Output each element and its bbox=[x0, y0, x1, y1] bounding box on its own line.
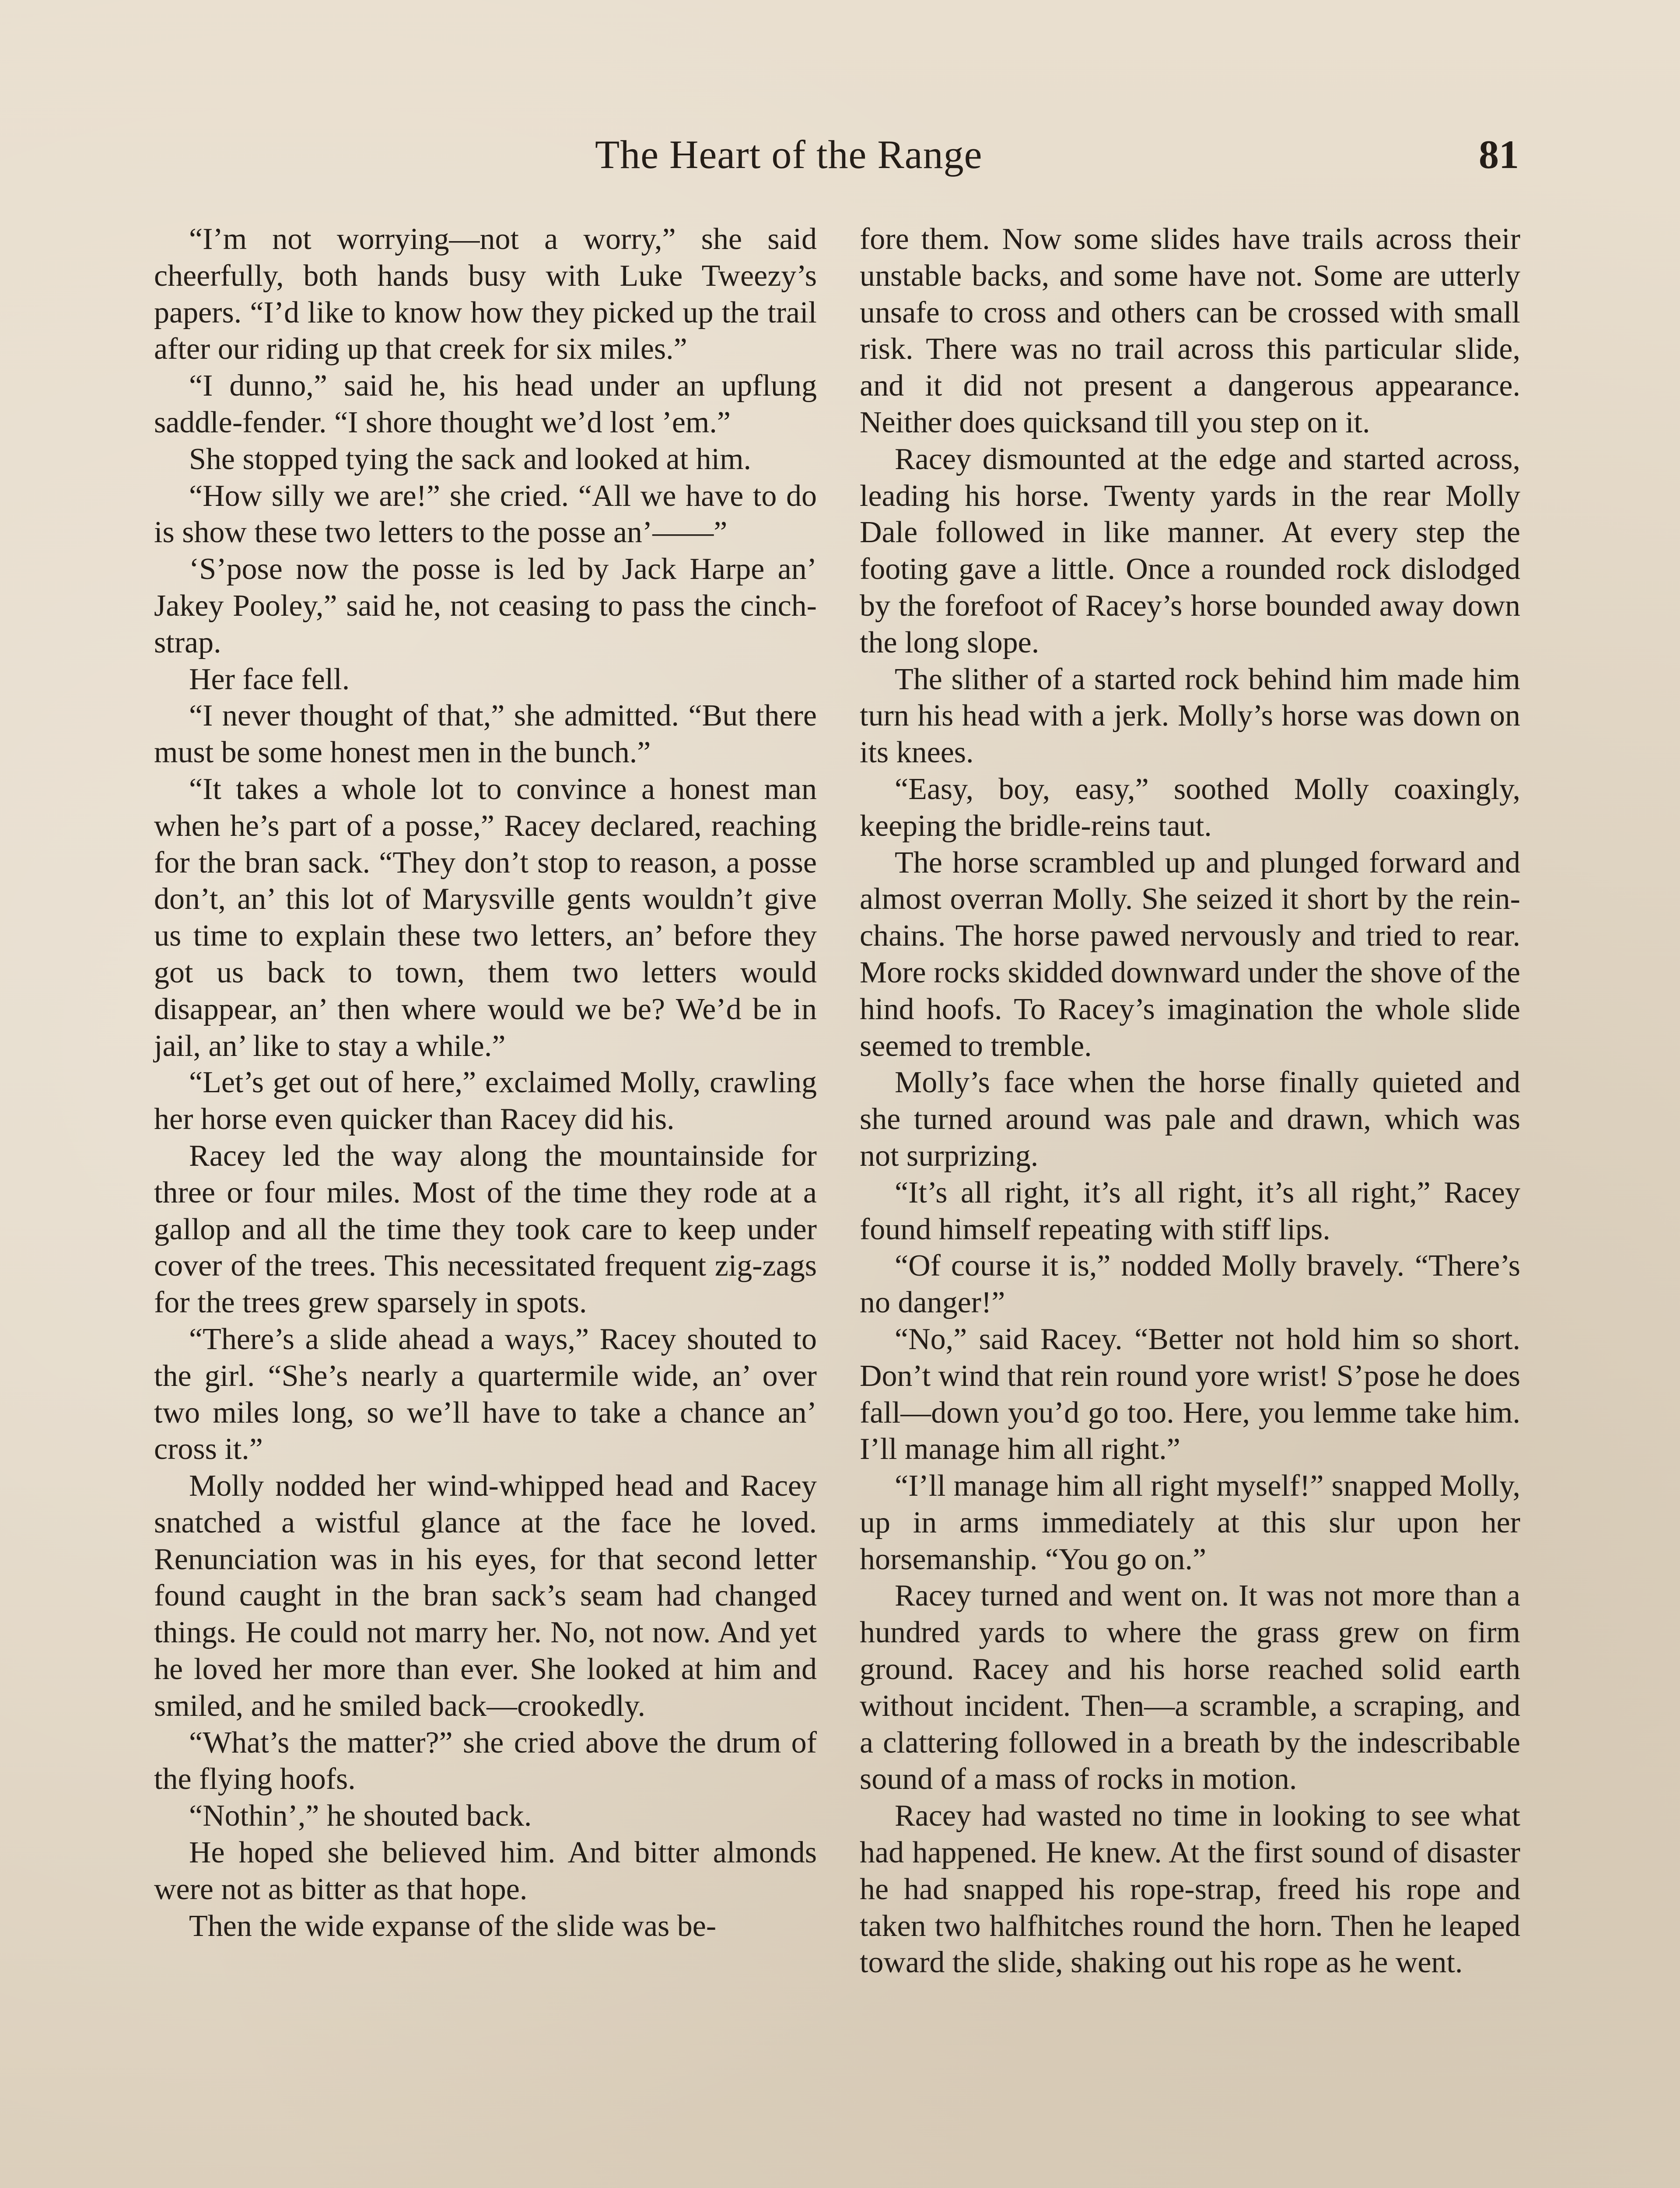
paragraph: “Let’s get out of here,” exclaimed Molly, crawling her horse even quicker than Racey did his. bbox=[154, 1066, 817, 1136]
paragraph: “Of course it is,” nodded Molly bravely. “There’s no danger!” bbox=[860, 1249, 1520, 1320]
paragraph: Molly nodded her wind-whipped head and Racey snatched a wistful glance at the face he loved. Renunciation was in his eyes, for that second letter found caught in the bran sack’s seam had changed things. He could not marry her. No, not now. And yet he loved her more than ever. She looked at him and smiled, and he smiled back—crookedly. bbox=[154, 1469, 817, 1723]
paragraph: He hoped she believed him. And bitter almonds were not as bitter as that hope. bbox=[154, 1836, 817, 1906]
paragraph: She stopped tying the sack and looked at him. bbox=[189, 442, 752, 476]
paragraph: Racey turned and went on. It was not more than a hundred yards to where the grass grew on firm ground. Racey and his horse reached solid earth without incident. Then—a scramble, a scraping, and a clattering followed in a breath by the indescribable sound of a mass of rocks in motion. bbox=[860, 1579, 1520, 1796]
paragraph: Then the wide expanse of the slide was be- bbox=[189, 1909, 717, 1943]
paragraph: “How silly we are!” she cried. “All we have to do is show these two letters to the posse an’——” bbox=[154, 479, 817, 550]
paragraph: “I’m not worrying—not a worry,” she said cheerfully, both hands busy with Luke Tweezy’s papers. “I’d like to know how they picked up the trail after our riding up that creek for six miles.” bbox=[154, 222, 817, 366]
paragraph: “It takes a whole lot to convince a honest man when he’s part of a posse,” Racey declared, reaching for the bran sack. “They don’t stop to reason, a posse don’t, an’ this lot of Marysville gents wouldn’t give us time to explain these two letters, an’ before they got us back to town, them two letters would disappear, an’ then where would we be? We’d be in jail, an’ like to stay a while.” bbox=[154, 772, 817, 1063]
continued-paragraph: fore them. Now some slides have trails across their unstable backs, and some have not. Some are utterly unsafe to cross and others can be crossed with small risk. There was no trail across this particular slide, and it did not present a dangerous appearance. Neither does quicksand till you step on it. bbox=[860, 222, 1520, 439]
paragraph: “Easy, boy, easy,” soothed Molly coaxingly, keeping the bridle-reins taut. bbox=[860, 772, 1520, 843]
paragraph: Racey had wasted no time in looking to see what had happened. He knew. At the first sound of disaster he had snapped his rope-strap, freed his rope and taken two halfhitches round the horn. Then he leaped toward the slide, shaking out his rope as he went. bbox=[860, 1799, 1520, 1980]
paragraph: Racey dismounted at the edge and started across, leading his horse. Twenty yards in the rear Molly Dale followed in like manner. At every step the footing gave a little. Once a rounded rock dislodged by the forefoot of Racey’s horse bounded away down the long slope. bbox=[860, 442, 1520, 659]
page-header bbox=[0, 131, 1680, 184]
paragraph: The horse scrambled up and plunged forward and almost overran Molly. She seized it short by the rein-chains. The horse pawed nervously and tried to rear. More rocks skidded downward under the shove of the hind hoofs. To Racey’s imagination the whole slide seemed to tremble. bbox=[860, 845, 1520, 1063]
paragraph: “No,” said Racey. “Better not hold him so short. Don’t wind that rein round yore wrist! S’pose he does fall—down you’d go too. Here, you lemme take him. I’ll manage him all right.” bbox=[860, 1322, 1520, 1466]
paragraph: The slither of a started rock behind him made him turn his head with a jerk. Molly’s horse was down on its knees. bbox=[860, 662, 1520, 770]
paragraph: Her face fell. bbox=[189, 662, 350, 696]
paragraph: “Nothin’,” he shouted back. bbox=[189, 1799, 532, 1833]
right-column bbox=[860, 221, 1520, 1981]
paragraph: Molly’s face when the horse finally quieted and she turned around was pale and drawn, which was not surprizing. bbox=[860, 1066, 1520, 1173]
paragraph: ‘S’pose now the posse is led by Jack Harpe an’ Jakey Pooley,” said he, not ceasing to pass the cinch-strap. bbox=[154, 552, 817, 659]
paragraph: “I never thought of that,” she admitted. “But there must be some honest men in the bunch.” bbox=[154, 699, 817, 770]
paragraph: “What’s the matter?” she cried above the drum of the flying hoofs. bbox=[154, 1725, 817, 1796]
paragraph: Racey led the way along the mountainside for three or four miles. Most of the time they rode at a gallop and all the time they took care to keep under cover of the trees. This necessitated frequent zig-zags for the trees grew sparsely in spots. bbox=[154, 1139, 817, 1320]
paragraph: “I dunno,” said he, his head under an upflung saddle-fender. “I shore thought we’d lost ’em.” bbox=[154, 369, 817, 439]
running-title: The Heart of the Range bbox=[595, 132, 983, 177]
paragraph: “It’s all right, it’s all right, it’s all right,” Racey found himself repeating with stiff lips. bbox=[860, 1175, 1520, 1246]
paragraph: “I’ll manage him all right myself!” snapped Molly, up in arms immediately at this slur upon her horsemanship. “You go on.” bbox=[860, 1469, 1520, 1576]
page-number: 81 bbox=[1479, 132, 1519, 177]
paragraph: “There’s a slide ahead a ways,” Racey shouted to the girl. “She’s nearly a quartermile wide, an’ over two miles long, so we’ll have to take a chance an’ cross it.” bbox=[154, 1322, 817, 1466]
left-column bbox=[154, 221, 817, 1944]
